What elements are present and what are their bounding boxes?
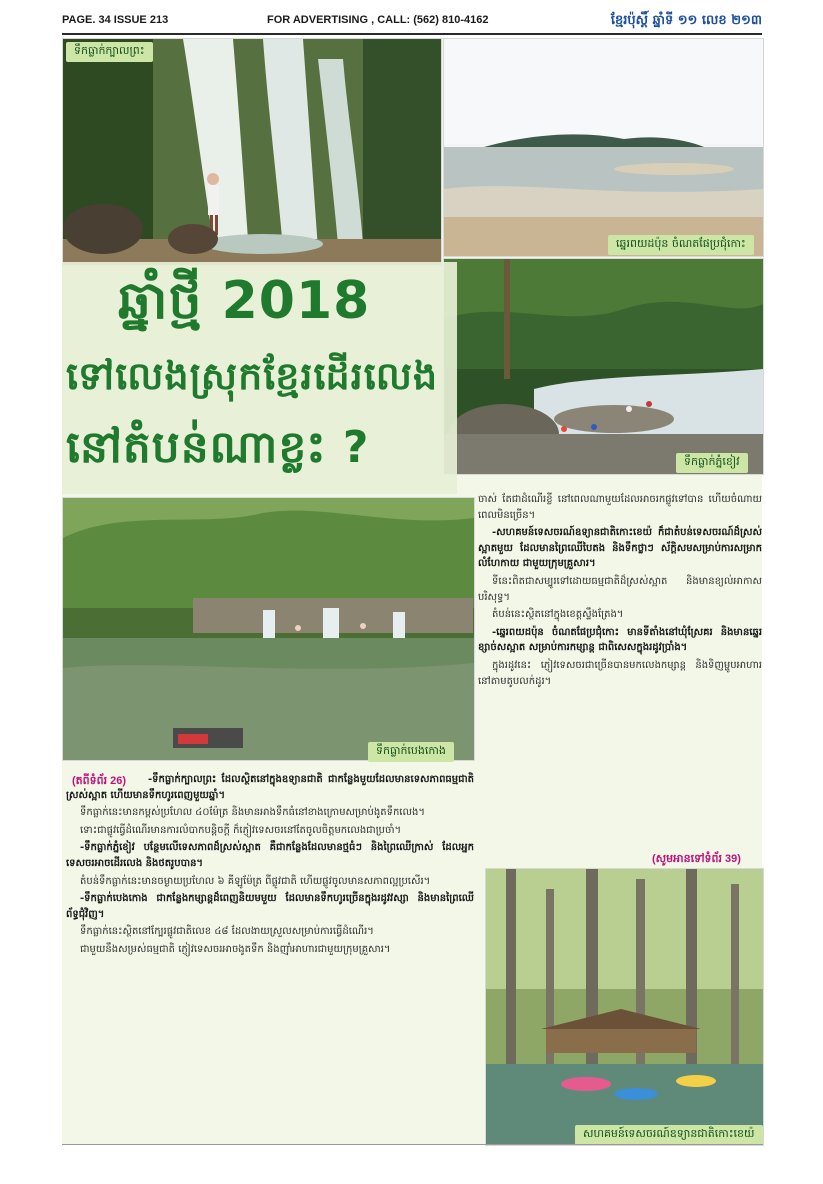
falls-illustration — [63, 498, 474, 760]
headline-line-3: នៅតំបន់ណាខ្លះ ? — [66, 422, 370, 473]
page-header — [62, 10, 762, 34]
paragraph: ក្នុងរដូវនេះ ភ្ញៀវទេសចរជាច្រើនបានមកលេងកម្សាន្ត និងទិញម្ហូបអាហារ នៅតាមតូបលក់ដូរ។ — [478, 659, 762, 687]
page-issue: PAGE. 34 ISSUE 213 — [62, 14, 169, 26]
forest-illustration — [486, 869, 763, 1145]
waterfall-illustration — [63, 39, 441, 265]
photo-waterfall-kbal-preah — [62, 38, 442, 266]
article-left-column — [66, 772, 474, 1137]
article-right-column — [478, 492, 762, 862]
photo-beach — [443, 38, 764, 257]
photo-falls-beng-kong — [62, 497, 475, 761]
paragraph: ចាស់ តែជាដំណើរខ្លី នៅពេលណាមួយដែលអាចរកផ្លូវទៅបាន ហើយចំណាយពេលមិនច្រើន។ — [478, 494, 762, 521]
photo-forest-koh-kheyor — [485, 868, 764, 1146]
paragraph: តំបន់ទឹកធ្លាក់នេះមានចម្ងាយប្រហែល ៦ គីឡូម៉ែត្រ ពីផ្លូវជាតិ ហើយផ្លូវចូលមានសភាពល្អប្រសើរ។ — [80, 875, 431, 887]
paragraph-subheading: -សហគមន៍ទេសចរណ៍ឧទ្យានជាតិកោះខេយ៉ ក៏ជាតំបន់ទេសចរណ៍ដ៏ស្រស់ស្អាតមួយ ដែលមានព្រៃឈើបៃតង និងទឹកថ្លាៗ ស័ក្ដិសមសម្រាប់ការសម្រាកលំហែកាយ ជាមួយក្រុមគ្រួសារ។ — [478, 527, 762, 570]
paragraph: តំបន់នេះស្ថិតនៅក្នុងខេត្តស្ទឹងត្រែង។ — [492, 609, 624, 621]
caption-beach: ឆ្នេរពយដប៉ុន ចំណតផែប្រជុំកោះ — [608, 235, 754, 255]
header-rule — [62, 33, 762, 35]
headline-line-1: ឆ្នាំថ្មី 2018 — [118, 271, 371, 331]
photo-stream-phnom-khiev — [443, 258, 764, 475]
masthead-date: ខ្មែរប៉ុស្ដិ៍ ឆ្នាំទី ១១ លេខ ២១៣ — [610, 13, 762, 28]
paragraph: ទីនេះពិតជាសម្បូរទៅដោយធម្មជាតិដ៏ស្រស់ស្អាត និងមានខ្យល់អាកាសបរិសុទ្ធ។ — [478, 575, 762, 603]
paragraph: ជាមួយនឹងសម្រស់ធម្មជាតិ ភ្ញៀវទេសចរអាចងូតទឹក និងញ៉ាំអាហារជាមួយក្រុមគ្រួសារ។ — [80, 943, 391, 955]
continued-to-note: (សូមអានទៅទំព័រ 39) — [652, 853, 741, 865]
paragraph-subheading: -ទឹកធ្លាក់បេងកោង ជាកន្លែងកម្សាន្តដ៏ពេញនិយមមួយ ដែលមានទឹកហូរច្រើនក្នុងរដូវវស្សា និងមានព្រៃឈើព័ទ្ធជុំវិញ។ — [66, 893, 474, 920]
stream-illustration — [444, 259, 763, 474]
caption-stream-right: ទឹកធ្លាក់ភ្នំខៀវ — [676, 453, 748, 473]
paragraph-subheading: -ទឹកធ្លាក់ភ្នំខៀវ បន្ថែមលើទេសភាពដ៏ស្រស់ស្អាត គឺជាកន្លែងដែលមានថ្មធំៗ និងព្រៃឈើក្រាស់ ដែលអ្នកទេសចរអាចដើរលេង និងថតរូបបាន។ — [66, 842, 474, 869]
caption-waterfall-top: ទឹកធ្លាក់ក្បាលព្រះ — [66, 42, 153, 62]
paragraph-subheading: -ទឹកធ្លាក់ក្បាលព្រះ ដែលស្ថិតនៅក្នុងឧទ្យានជាតិ ជាកន្លែងមួយដែលមានទេសភាពធម្មជាតិស្រស់ស្អាត ហើយមានទឹកហូរពេញមួយឆ្នាំ។ — [66, 774, 474, 801]
caption-forest-bottom: សហគមន៍ទេសចរណ៍ឧទ្យានជាតិកោះខេយ៉ — [575, 1125, 763, 1145]
advertising-line: FOR ADVERTISING , CALL: (562) 810-4162 — [267, 14, 489, 26]
paragraph-subheading: -ឆ្នេរពយដប៉ុន ចំណតផែប្រជុំកោះ មានទីតាំងនៅឃុំស្រែគរ និងមានឆ្នេរខ្សាច់សស្អាត សម្រាប់ការកម្សាន្ត ជាពិសេសក្នុងរដូវប្រាំង។ — [478, 626, 762, 654]
paragraph: ទឹកធ្លាក់នេះមានកម្ពស់ប្រហែល ៤០ម៉ែត្រ និងមានអាងទឹកធំនៅខាងក្រោមសម្រាប់ងូតទឹកលេង។ — [80, 807, 425, 819]
paragraph: ទោះជាផ្លូវធ្វើដំណើរមានការលំបាកបន្តិចក្តី ក៏ភ្ញៀវទេសចរនៅតែចូលចិត្តមកលេងជាប្រចាំ។ — [80, 824, 402, 836]
continued-from-note: (តពីទំព័រ 26) — [72, 775, 127, 787]
footer-rule — [62, 1144, 762, 1145]
paragraph: ទឹកធ្លាក់នេះស្ថិតនៅក្បែរផ្លូវជាតិលេខ ៤៨ ដែលងាយស្រួលសម្រាប់ការធ្វើដំណើរ។ — [80, 926, 374, 938]
beach-illustration — [444, 39, 763, 256]
caption-falls-mid: ទឹកធ្លាក់បេងកោង — [368, 742, 454, 762]
headline-line-2: ទៅលេងស្រុកខ្មែរដើរលេង — [66, 354, 439, 398]
